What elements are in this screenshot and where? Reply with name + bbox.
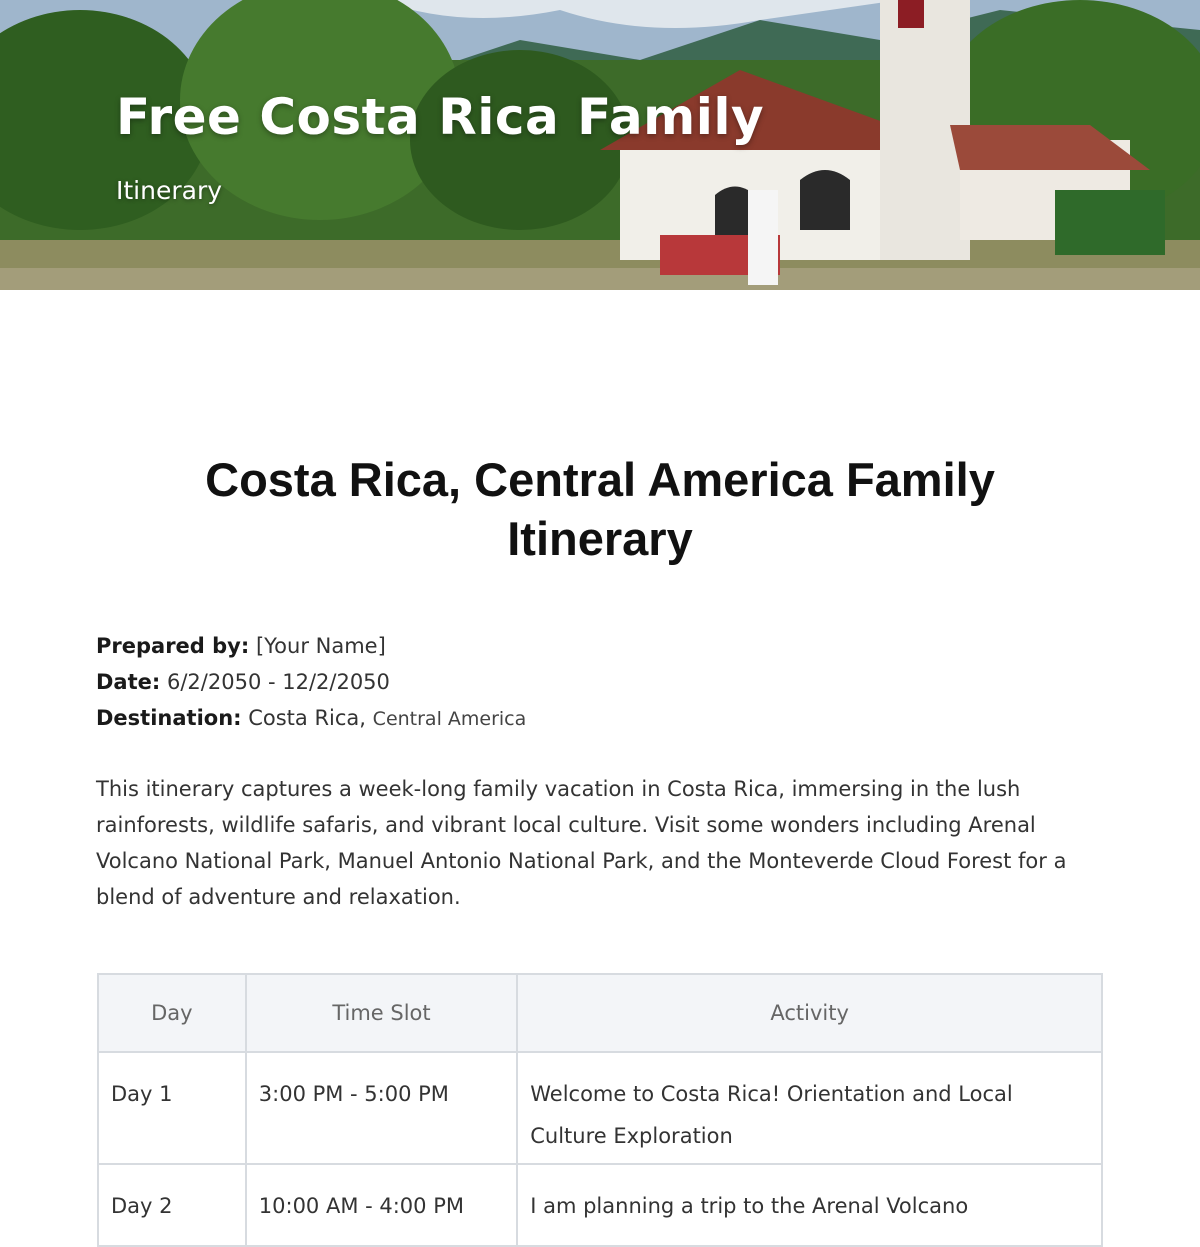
cell-time-slot: 10:00 AM - 4:00 PM <box>246 1164 517 1246</box>
destination-label: Destination: <box>96 706 242 730</box>
cell-activity: Welcome to Costa Rica! Orientation and Local Culture Exploration <box>517 1052 1102 1164</box>
date-value: 6/2/2050 - 12/2/2050 <box>166 670 390 694</box>
itinerary-meta <box>96 628 526 737</box>
table-header-row <box>98 974 1102 1052</box>
prepared-by-label: Prepared by: <box>96 634 250 658</box>
cell-activity: I am planning a trip to the Arenal Volcano <box>517 1164 1102 1246</box>
cell-time-slot: 3:00 PM - 5:00 PM <box>246 1052 517 1164</box>
page-title: Costa Rica, Central America Family Itinerary <box>205 453 995 565</box>
banner-subtitle: Itinerary <box>116 176 223 205</box>
column-header-day: Day <box>98 974 246 1052</box>
intro-paragraph: This itinerary captures a week-long family vacation in Costa Rica, immersing in the lush rainforests, wildlife safaris, and vibrant local culture. Visit some wonders including Arenal Volcano National Park, Manuel Antonio National Park, and the Monteverde Cloud Forest for a blend of adventure and relaxation. <box>96 777 1067 909</box>
prepared-by-value: [Your Name] <box>255 634 386 658</box>
header-banner <box>0 0 1200 290</box>
destination-region: Central America <box>372 708 527 730</box>
date-label: Date: <box>96 670 161 694</box>
table-row <box>98 1052 1102 1164</box>
date-line <box>96 664 526 700</box>
destination-value: Costa Rica, <box>248 706 366 730</box>
prepared-by-line <box>96 628 526 664</box>
column-header-activity: Activity <box>517 974 1102 1052</box>
cell-day: Day 1 <box>98 1052 246 1164</box>
table-row <box>98 1164 1102 1246</box>
column-header-time-slot: Time Slot <box>246 974 517 1052</box>
destination-line <box>96 700 526 737</box>
itinerary-table <box>97 973 1103 1247</box>
banner-title: Free Costa Rica Family <box>116 88 765 146</box>
cell-day: Day 2 <box>98 1164 246 1246</box>
